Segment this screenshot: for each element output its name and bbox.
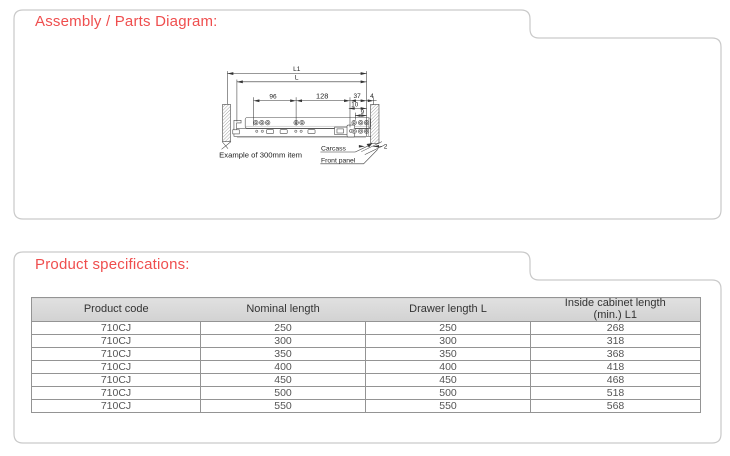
table-row	[32, 322, 701, 335]
table-cell: 268	[531, 322, 701, 335]
table-row	[32, 400, 701, 413]
table-cell: 710CJ	[32, 400, 201, 413]
table-cell: 350	[201, 348, 366, 361]
col-header-product-code: Product code	[32, 298, 201, 322]
col-header-nominal-length: Nominal length	[201, 298, 366, 322]
table-cell: 368	[531, 348, 701, 361]
assembly-panel-title: Assembly / Parts Diagram:	[35, 13, 218, 30]
col-header-line2: (min.) L1	[593, 308, 637, 321]
table-cell: 500	[366, 387, 531, 400]
specs-panel-title: Product specifications:	[35, 256, 190, 273]
table-cell: 518	[531, 387, 701, 400]
dim-label-l1: L1	[293, 66, 301, 74]
table-cell: 250	[366, 322, 531, 335]
col-header-inside-cabinet-length	[531, 298, 701, 322]
front-panel-label: Front panel	[320, 157, 356, 165]
table-cell: 568	[531, 400, 701, 413]
table-cell: 400	[366, 361, 531, 374]
table-cell: 710CJ	[32, 374, 201, 387]
dim-label-4: 4	[370, 92, 374, 100]
dim-label-9: 9	[360, 108, 365, 116]
table-row	[32, 361, 701, 374]
table-cell: 550	[366, 400, 531, 413]
col-header-line1: Inside cabinet length	[564, 297, 666, 309]
dim-label-96: 96	[269, 93, 277, 101]
table-cell: 450	[201, 374, 366, 387]
table-cell: 500	[201, 387, 366, 400]
table-cell: 300	[366, 335, 531, 348]
table-cell: 318	[531, 335, 701, 348]
front-panel-wall	[222, 104, 231, 149]
assembly-diagram	[215, 38, 527, 218]
table-cell: 400	[201, 361, 366, 374]
carcass-label: Carcass	[320, 145, 346, 153]
table-cell: 710CJ	[32, 348, 201, 361]
table-cell: 250	[201, 322, 366, 335]
specs-table-wrap	[31, 297, 701, 413]
table-cell: 468	[531, 374, 701, 387]
dim-label-l: L	[294, 74, 299, 82]
dim-label-10: 10	[351, 101, 359, 109]
table-row	[32, 387, 701, 400]
table-cell: 710CJ	[32, 387, 201, 400]
table-cell: 450	[366, 374, 531, 387]
table-cell: 350	[366, 348, 531, 361]
col-header-drawer-length: Drawer length L	[366, 298, 531, 322]
table-row	[32, 348, 701, 361]
table-cell: 710CJ	[32, 335, 201, 348]
header-row	[32, 298, 701, 322]
diagram-caption: Example of 300mm item	[219, 150, 303, 160]
dim-label-2: 2	[383, 143, 388, 151]
table-row	[32, 335, 701, 348]
table-cell: 710CJ	[32, 322, 201, 335]
table-cell: 418	[531, 361, 701, 374]
dim-label-37: 37	[353, 92, 361, 100]
specs-table	[31, 297, 701, 413]
table-cell: 550	[201, 400, 366, 413]
table-cell: 300	[201, 335, 366, 348]
table-row	[32, 374, 701, 387]
table-cell: 710CJ	[32, 361, 201, 374]
dim-label-128: 128	[315, 91, 329, 101]
